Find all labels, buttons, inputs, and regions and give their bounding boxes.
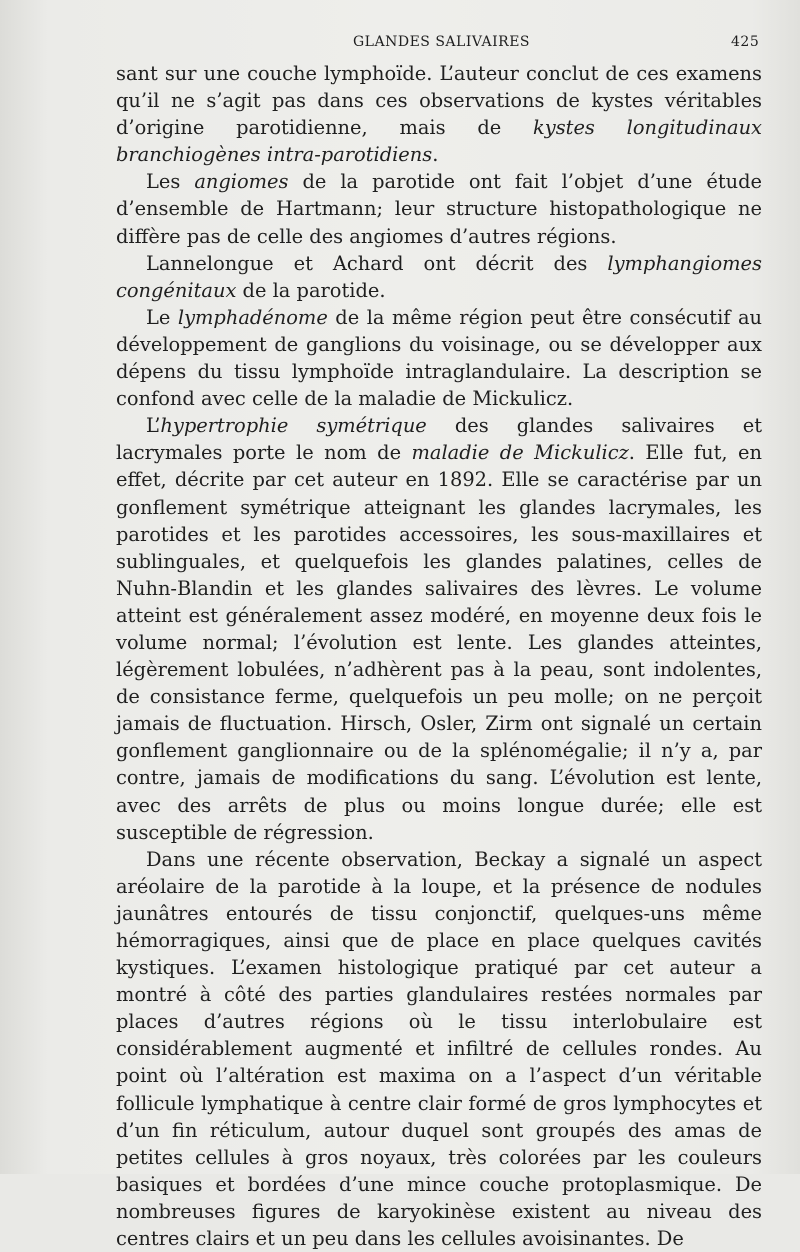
text-run: Les xyxy=(146,170,195,194)
running-header xyxy=(0,34,800,54)
paragraph-angiomes xyxy=(116,168,762,249)
text-run: de la parotide. xyxy=(236,278,386,302)
text-run: . Elle fut, en effet, décrite par cet auteur en 1892. Elle se caractérise par un gonflement symétrique atteignant les glandes lacrymales, les parotides et les parotides accessoires, les sous-maxillaires et sublinguales, et quelquefois les glandes palatines, celles de Nuhn-Blandin et les glandes salivaires des lèvres. Le volume atteint est généralement assez modéré, en moyenne deux fois le volume normal; l’évolution est lente. Les glandes atteintes, légèrement lobulées, n’adhèrent pas à la peau, sont indolentes, de consistance ferme, quelquefois un peu molle; on ne perçoit jamais de fluctuation. Hirsch, Osler, Zirm ont signalé un certain gonflement ganglionnaire ou de la splénomégalie; il n’y a, par contre, jamais de modifications du sang. L’évolution est lente, avec des arrêts de plus ou moins longue durée; elle est susceptible de régression. xyxy=(116,441,762,844)
text-run: des glandes salivaires et lacrymales porte le nom de xyxy=(116,414,762,465)
text-run: . xyxy=(432,143,439,167)
italic-term: maladie de Mickulicz xyxy=(411,441,629,465)
italic-term: kystes longitudinaux branchiogènes intra-parotidiens xyxy=(116,116,762,167)
paragraph-lymphadenome xyxy=(116,304,762,412)
text-run: sant sur une couche lymphoïde. L’auteur conclut de ces examens qu’il ne s’agit pas dans ces observations de kystes véritables d’origine parotidienne, mais de xyxy=(116,62,762,140)
page-number: 425 xyxy=(731,34,760,50)
body-text xyxy=(116,60,762,1252)
italic-term: lymphadénome xyxy=(177,305,328,329)
text-run: de la parotide ont fait l’objet d’une étude d’ensemble de Hartmann; leur structure histopathologique ne diffère pas de celle des angiomes d’autres régions. xyxy=(116,170,762,248)
paragraph-kystes xyxy=(116,60,762,168)
paragraph-hypertrophie-symetrique xyxy=(116,412,762,846)
text-run: Dans une récente observation, Beckay a signalé un aspect aréolaire de la parotide à la loupe, et la présence de nodules jaunâtres entourés de tissu conjonctif, quelques-uns même hémorragiques, ainsi que de place en place quelques cavités kystiques. L’examen histologique pratiqué par cet auteur a montré à côté des parties glandulaires restées normales par places d’autres régions où le tissu interlobulaire est considérablement augmenté et infiltré de cellules rondes. Au point où l’altération est maxima on a l’aspect d’un véritable follicule lymphatique à centre clair formé de gros lymphocytes et d’un fin réticulum, autour duquel sont groupés des amas de petites cellules à gros noyaux, très colorées par les couleurs basiques et bordées d’une mince couche protoplasmique. De nombreuses figures de karyokinèse existent au niveau des centres clairs et un peu dans les cellules avoisinantes. De xyxy=(116,847,762,1251)
italic-term: lymphangiomes congénitaux xyxy=(116,251,762,302)
text-run: L’ xyxy=(146,414,161,438)
italic-term: angiomes xyxy=(194,170,289,194)
text-run: de la même région peut être consécutif au développement de ganglions du voisinage, ou se développer aux dépens du tissu lymphoïde intraglandulaire. La description se confond avec celle de la maladie de Mickulicz. xyxy=(116,305,763,411)
text-run: Le xyxy=(146,305,178,329)
running-title: GLANDES SALIVAIRES xyxy=(353,34,531,50)
italic-term: hypertrophie symétrique xyxy=(160,414,427,438)
paragraph-lymphangiomes xyxy=(116,250,762,304)
text-run: Lannelongue et Achard ont décrit des xyxy=(146,251,608,275)
paragraph-observation-beckay xyxy=(116,846,762,1252)
